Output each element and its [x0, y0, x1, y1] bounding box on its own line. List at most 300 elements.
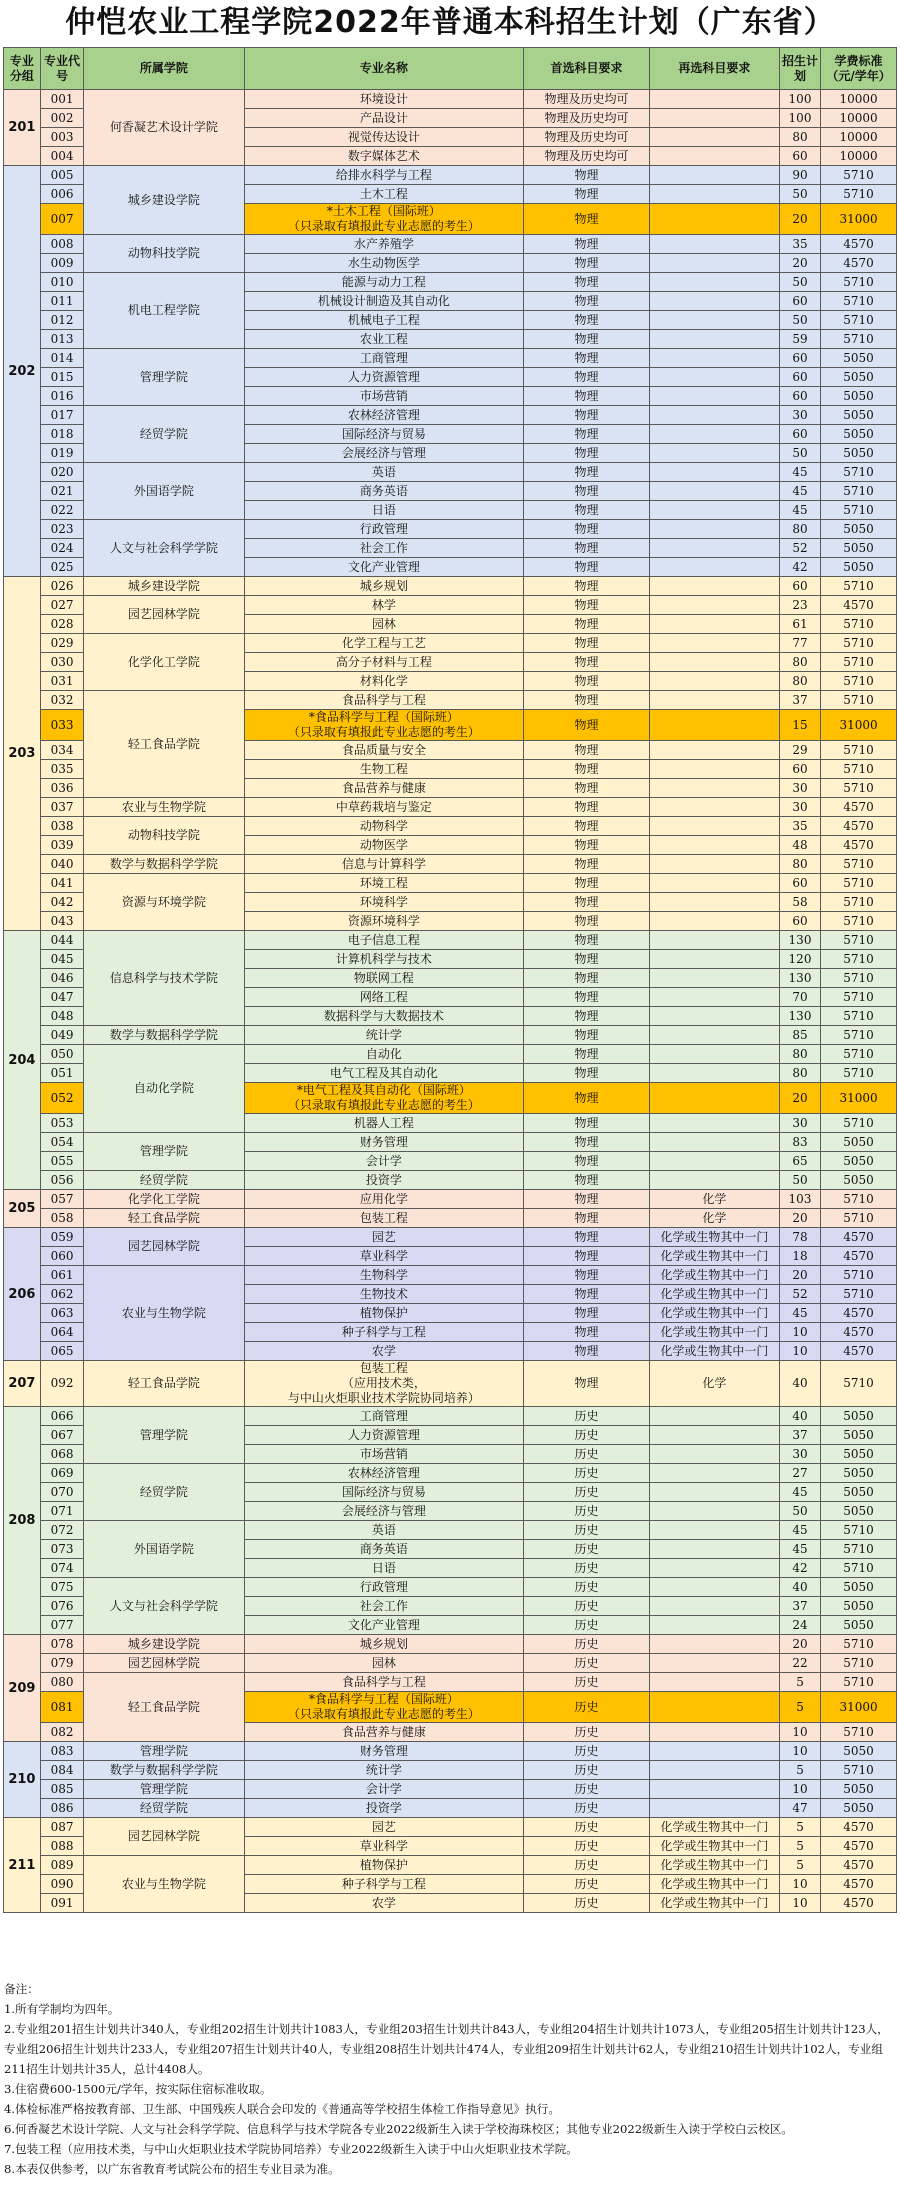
first-subject: 物理 — [524, 311, 650, 330]
second-subject — [649, 1616, 779, 1635]
quota: 45 — [779, 501, 820, 520]
second-subject — [649, 1521, 779, 1540]
major-code: 016 — [40, 387, 83, 406]
major-code: 068 — [40, 1445, 83, 1464]
major-name: 农学 — [244, 1342, 524, 1361]
tuition: 5050 — [821, 387, 897, 406]
major-name: 财务管理 — [244, 1742, 524, 1761]
major-code: 004 — [40, 147, 83, 166]
table-row — [4, 1361, 897, 1407]
tuition: 5050 — [821, 539, 897, 558]
table-row — [4, 1026, 897, 1045]
second-subject — [649, 1673, 779, 1692]
table-row — [4, 1635, 897, 1654]
first-subject: 历史 — [524, 1723, 650, 1742]
table-row — [4, 90, 897, 109]
tuition: 5050 — [821, 444, 897, 463]
first-subject: 物理 — [524, 1026, 650, 1045]
first-subject: 物理 — [524, 1064, 650, 1083]
major-code: 009 — [40, 254, 83, 273]
major-name: 机械设计制造及其自动化 — [244, 292, 524, 311]
table-row — [4, 577, 897, 596]
quota: 60 — [779, 147, 820, 166]
first-subject: 物理 — [524, 874, 650, 893]
tuition: 5050 — [821, 1171, 897, 1190]
first-subject: 物理 — [524, 254, 650, 273]
major-code: 044 — [40, 931, 83, 950]
second-subject — [649, 1133, 779, 1152]
college-cell: 化学化工学院 — [84, 1190, 244, 1209]
tuition: 5710 — [821, 1361, 897, 1407]
quota: 78 — [779, 1228, 820, 1247]
tuition: 5710 — [821, 1285, 897, 1304]
second-subject — [649, 1152, 779, 1171]
group-code-cell: 202 — [4, 166, 41, 577]
major-code: 074 — [40, 1559, 83, 1578]
major-name: 生物技术 — [244, 1285, 524, 1304]
second-subject — [649, 1026, 779, 1045]
first-subject: 历史 — [524, 1578, 650, 1597]
major-code: 055 — [40, 1152, 83, 1171]
quota: 20 — [779, 1083, 820, 1114]
tuition: 5710 — [821, 1654, 897, 1673]
second-subject — [649, 147, 779, 166]
major-name: 材料化学 — [244, 672, 524, 691]
tuition: 4570 — [821, 1247, 897, 1266]
table-row — [4, 1742, 897, 1761]
quota: 10 — [779, 1342, 820, 1361]
major-code: 067 — [40, 1426, 83, 1445]
major-name: 园林 — [244, 1654, 524, 1673]
second-subject — [649, 273, 779, 292]
first-subject: 历史 — [524, 1464, 650, 1483]
tuition: 5710 — [821, 311, 897, 330]
tuition: 4570 — [821, 1894, 897, 1913]
major-name: 视觉传达设计 — [244, 128, 524, 147]
first-subject: 物理 — [524, 166, 650, 185]
major-name: 种子科学与工程 — [244, 1875, 524, 1894]
second-subject — [649, 1064, 779, 1083]
quota: 130 — [779, 1007, 820, 1026]
college-cell: 管理学院 — [84, 1133, 244, 1171]
college-cell: 园艺园林学院 — [84, 1228, 244, 1266]
first-subject: 物理及历史均可 — [524, 147, 650, 166]
major-name: *电气工程及其自动化（国际班） （只录取有填报此专业志愿的考生） — [244, 1083, 524, 1114]
tuition: 5050 — [821, 368, 897, 387]
college-cell: 化学化工学院 — [84, 634, 244, 691]
second-subject — [649, 710, 779, 741]
major-name: 计算机科学与技术 — [244, 950, 524, 969]
major-name: 食品营养与健康 — [244, 1723, 524, 1742]
first-subject: 物理 — [524, 741, 650, 760]
tuition: 5710 — [821, 1761, 897, 1780]
second-subject — [649, 1578, 779, 1597]
major-name: 社会工作 — [244, 539, 524, 558]
quota: 35 — [779, 817, 820, 836]
quota: 50 — [779, 444, 820, 463]
major-code: 079 — [40, 1654, 83, 1673]
second-subject — [649, 1464, 779, 1483]
table-row — [4, 1578, 897, 1597]
quota: 22 — [779, 1654, 820, 1673]
second-subject — [649, 836, 779, 855]
tuition: 10000 — [821, 147, 897, 166]
tuition: 5050 — [821, 1152, 897, 1171]
second-subject — [649, 950, 779, 969]
major-code: 081 — [40, 1692, 83, 1723]
major-name: 商务英语 — [244, 1540, 524, 1559]
table-row — [4, 520, 897, 539]
quota: 20 — [779, 1266, 820, 1285]
tuition: 5710 — [821, 1559, 897, 1578]
group-code-cell: 201 — [4, 90, 41, 166]
major-name: 人力资源管理 — [244, 368, 524, 387]
second-subject — [649, 1635, 779, 1654]
first-subject: 物理 — [524, 1228, 650, 1247]
note-1: 1.所有学制均为四年。 — [4, 2002, 120, 2016]
quota: 60 — [779, 425, 820, 444]
first-subject: 物理 — [524, 185, 650, 204]
tuition: 10000 — [821, 109, 897, 128]
first-subject: 物理 — [524, 1361, 650, 1407]
tuition: 10000 — [821, 128, 897, 147]
major-name: 草业科学 — [244, 1837, 524, 1856]
quota: 5 — [779, 1837, 820, 1856]
second-subject — [649, 128, 779, 147]
major-name: 市场营销 — [244, 387, 524, 406]
second-subject — [649, 1761, 779, 1780]
quota: 5 — [779, 1856, 820, 1875]
quota: 130 — [779, 931, 820, 950]
college-cell: 经贸学院 — [84, 1464, 244, 1521]
quota: 60 — [779, 760, 820, 779]
quota: 85 — [779, 1026, 820, 1045]
table-row — [4, 406, 897, 425]
quota: 47 — [779, 1799, 820, 1818]
major-code: 037 — [40, 798, 83, 817]
major-code: 001 — [40, 90, 83, 109]
second-subject — [649, 653, 779, 672]
major-code: 024 — [40, 539, 83, 558]
quota: 60 — [779, 387, 820, 406]
college-cell: 数学与数据科学学院 — [84, 1761, 244, 1780]
college-cell: 城乡建设学院 — [84, 577, 244, 596]
tuition: 5050 — [821, 1426, 897, 1445]
major-name: *土木工程（国际班） （只录取有填报此专业志愿的考生） — [244, 204, 524, 235]
major-code: 022 — [40, 501, 83, 520]
quota: 80 — [779, 1064, 820, 1083]
first-subject: 历史 — [524, 1692, 650, 1723]
first-subject: 历史 — [524, 1761, 650, 1780]
second-subject — [649, 482, 779, 501]
second-subject — [649, 1502, 779, 1521]
major-name: 会展经济与管理 — [244, 1502, 524, 1521]
college-cell: 管理学院 — [84, 1780, 244, 1799]
quota: 80 — [779, 672, 820, 691]
first-subject: 历史 — [524, 1654, 650, 1673]
major-name: 商务英语 — [244, 482, 524, 501]
major-code: 064 — [40, 1323, 83, 1342]
major-code: 051 — [40, 1064, 83, 1083]
quota: 10 — [779, 1780, 820, 1799]
major-code: 063 — [40, 1304, 83, 1323]
major-name: 工商管理 — [244, 1407, 524, 1426]
second-subject — [649, 1007, 779, 1026]
major-code: 015 — [40, 368, 83, 387]
quota: 10 — [779, 1723, 820, 1742]
quota: 80 — [779, 653, 820, 672]
first-subject: 历史 — [524, 1856, 650, 1875]
major-code: 076 — [40, 1597, 83, 1616]
major-code: 017 — [40, 406, 83, 425]
tuition: 5710 — [821, 1673, 897, 1692]
first-subject: 物理 — [524, 672, 650, 691]
major-name: 生物工程 — [244, 760, 524, 779]
major-code: 039 — [40, 836, 83, 855]
second-subject — [649, 1483, 779, 1502]
tuition: 31000 — [821, 710, 897, 741]
major-name: 包装工程 （应用技术类， 与中山火炬职业技术学院协同培养） — [244, 1361, 524, 1407]
second-subject — [649, 109, 779, 128]
first-subject: 历史 — [524, 1635, 650, 1654]
major-code: 013 — [40, 330, 83, 349]
major-name: 园林 — [244, 615, 524, 634]
first-subject: 历史 — [524, 1483, 650, 1502]
tuition: 10000 — [821, 90, 897, 109]
second-subject — [649, 1597, 779, 1616]
major-code: 091 — [40, 1894, 83, 1913]
tuition: 5710 — [821, 273, 897, 292]
major-code: 041 — [40, 874, 83, 893]
major-code: 005 — [40, 166, 83, 185]
major-code: 084 — [40, 1761, 83, 1780]
quota: 10 — [779, 1875, 820, 1894]
second-subject — [649, 1540, 779, 1559]
tuition: 4570 — [821, 235, 897, 254]
major-code: 071 — [40, 1502, 83, 1521]
header-code: 专业代号 — [40, 48, 83, 90]
tuition: 5050 — [821, 1483, 897, 1502]
second-subject — [649, 520, 779, 539]
quota: 70 — [779, 988, 820, 1007]
tuition: 5050 — [821, 425, 897, 444]
first-subject: 物理 — [524, 1304, 650, 1323]
first-subject: 物理 — [524, 1083, 650, 1114]
first-subject: 物理 — [524, 539, 650, 558]
major-name: 会计学 — [244, 1152, 524, 1171]
major-code: 003 — [40, 128, 83, 147]
tuition: 5710 — [821, 292, 897, 311]
table-row — [4, 1266, 897, 1285]
tuition: 5710 — [821, 893, 897, 912]
college-cell: 数学与数据科学学院 — [84, 855, 244, 874]
second-subject: 化学 — [649, 1190, 779, 1209]
second-subject — [649, 90, 779, 109]
first-subject: 物理 — [524, 425, 650, 444]
quota: 50 — [779, 273, 820, 292]
second-subject — [649, 406, 779, 425]
first-subject: 物理 — [524, 1209, 650, 1228]
first-subject: 历史 — [524, 1780, 650, 1799]
tuition: 5710 — [821, 912, 897, 931]
first-subject: 历史 — [524, 1894, 650, 1913]
major-name: 包装工程 — [244, 1209, 524, 1228]
quota: 30 — [779, 1445, 820, 1464]
college-cell: 农业与生物学院 — [84, 1856, 244, 1913]
major-code: 070 — [40, 1483, 83, 1502]
major-name: 物联网工程 — [244, 969, 524, 988]
major-name: 食品质量与安全 — [244, 741, 524, 760]
first-subject: 物理 — [524, 1266, 650, 1285]
major-code: 060 — [40, 1247, 83, 1266]
second-subject — [649, 1654, 779, 1673]
major-name: 日语 — [244, 1559, 524, 1578]
major-code: 042 — [40, 893, 83, 912]
college-cell: 动物科技学院 — [84, 235, 244, 273]
major-code: 089 — [40, 1856, 83, 1875]
first-subject: 物理 — [524, 1342, 650, 1361]
quota: 40 — [779, 1578, 820, 1597]
major-code: 049 — [40, 1026, 83, 1045]
major-code: 082 — [40, 1723, 83, 1742]
major-code: 052 — [40, 1083, 83, 1114]
first-subject: 历史 — [524, 1407, 650, 1426]
major-name: 投资学 — [244, 1799, 524, 1818]
second-subject — [649, 893, 779, 912]
table-row — [4, 1228, 897, 1247]
tuition: 5710 — [821, 482, 897, 501]
major-code: 018 — [40, 425, 83, 444]
tuition: 4570 — [821, 1875, 897, 1894]
major-name: 机器人工程 — [244, 1114, 524, 1133]
tuition: 4570 — [821, 1304, 897, 1323]
major-code: 036 — [40, 779, 83, 798]
college-cell: 信息科学与技术学院 — [84, 931, 244, 1026]
quota: 37 — [779, 1597, 820, 1616]
major-code: 088 — [40, 1837, 83, 1856]
tuition: 4570 — [821, 836, 897, 855]
quota: 30 — [779, 779, 820, 798]
second-subject: 化学或生物其中一门 — [649, 1266, 779, 1285]
quota: 30 — [779, 406, 820, 425]
table-row — [4, 798, 897, 817]
first-subject: 物理 — [524, 798, 650, 817]
quota: 20 — [779, 254, 820, 273]
first-subject: 物理 — [524, 444, 650, 463]
header-quota: 招生计划 — [779, 48, 820, 90]
quota: 48 — [779, 836, 820, 855]
college-cell: 园艺园林学院 — [84, 596, 244, 634]
quota: 50 — [779, 311, 820, 330]
tuition: 5710 — [821, 1007, 897, 1026]
first-subject: 物理 — [524, 1114, 650, 1133]
second-subject — [649, 1171, 779, 1190]
first-subject: 历史 — [524, 1837, 650, 1856]
quota: 20 — [779, 1635, 820, 1654]
major-name: 农业工程 — [244, 330, 524, 349]
first-subject: 物理 — [524, 779, 650, 798]
first-subject: 物理 — [524, 330, 650, 349]
major-name: 日语 — [244, 501, 524, 520]
tuition: 5050 — [821, 558, 897, 577]
second-subject — [649, 798, 779, 817]
table-row — [4, 931, 897, 950]
college-cell: 农业与生物学院 — [84, 798, 244, 817]
quota: 42 — [779, 1559, 820, 1578]
major-code: 038 — [40, 817, 83, 836]
major-code: 040 — [40, 855, 83, 874]
quota: 37 — [779, 691, 820, 710]
table-row — [4, 1209, 897, 1228]
second-subject — [649, 672, 779, 691]
major-name: 环境设计 — [244, 90, 524, 109]
quota: 45 — [779, 482, 820, 501]
second-subject: 化学 — [649, 1209, 779, 1228]
major-code: 007 — [40, 204, 83, 235]
major-code: 046 — [40, 969, 83, 988]
major-name: 电子信息工程 — [244, 931, 524, 950]
group-code-cell: 205 — [4, 1190, 41, 1228]
quota: 10 — [779, 1323, 820, 1342]
major-code: 056 — [40, 1171, 83, 1190]
tuition: 5710 — [821, 741, 897, 760]
college-cell: 人文与社会科学学院 — [84, 520, 244, 577]
major-name: 工商管理 — [244, 349, 524, 368]
quota: 10 — [779, 1894, 820, 1913]
major-code: 029 — [40, 634, 83, 653]
major-name: 农学 — [244, 1894, 524, 1913]
second-subject — [649, 539, 779, 558]
tuition: 5710 — [821, 931, 897, 950]
second-subject — [649, 1780, 779, 1799]
college-cell: 管理学院 — [84, 1407, 244, 1464]
major-name: 人力资源管理 — [244, 1426, 524, 1445]
tuition: 5050 — [821, 1578, 897, 1597]
major-name: 网络工程 — [244, 988, 524, 1007]
second-subject — [649, 330, 779, 349]
second-subject — [649, 1045, 779, 1064]
table-body — [4, 90, 897, 1913]
quota: 20 — [779, 1209, 820, 1228]
second-subject — [649, 1426, 779, 1445]
second-subject — [649, 501, 779, 520]
college-cell: 管理学院 — [84, 1742, 244, 1761]
second-subject — [649, 1799, 779, 1818]
major-name: 国际经济与贸易 — [244, 1483, 524, 1502]
major-code: 077 — [40, 1616, 83, 1635]
college-cell: 机电工程学院 — [84, 273, 244, 349]
major-name: 土木工程 — [244, 185, 524, 204]
first-subject: 物理 — [524, 501, 650, 520]
college-cell: 轻工食品学院 — [84, 1361, 244, 1407]
second-subject — [649, 311, 779, 330]
table-row — [4, 1818, 897, 1837]
major-name: 城乡规划 — [244, 1635, 524, 1654]
quota: 50 — [779, 1171, 820, 1190]
table-row — [4, 1133, 897, 1152]
table-row — [4, 235, 897, 254]
first-subject: 历史 — [524, 1445, 650, 1464]
second-subject: 化学或生物其中一门 — [649, 1818, 779, 1837]
quota: 50 — [779, 1502, 820, 1521]
second-subject — [649, 855, 779, 874]
tuition: 5050 — [821, 1780, 897, 1799]
college-cell: 资源与环境学院 — [84, 874, 244, 931]
quota: 100 — [779, 90, 820, 109]
first-subject: 物理 — [524, 950, 650, 969]
quota: 23 — [779, 596, 820, 615]
quota: 20 — [779, 204, 820, 235]
